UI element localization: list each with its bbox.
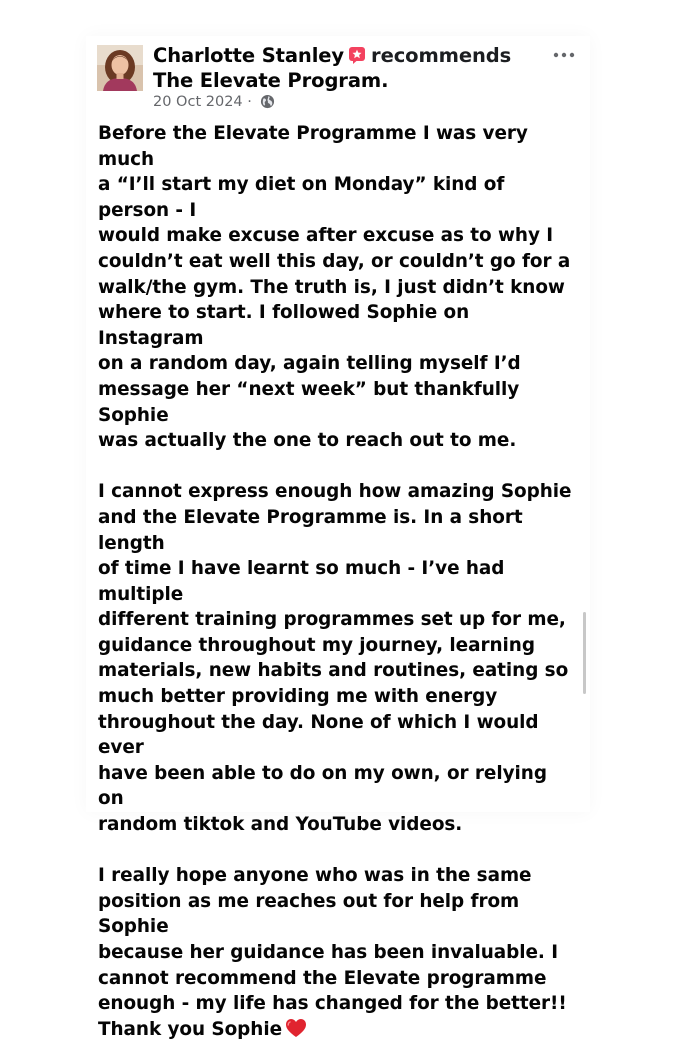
post-paragraph-3-text: I really hope anyone who was in the same position as me reaches out for help from Sophie because her guidance has been invaluable. I cannot recommend the Elevate programme enough - my life has changed for the better!! Thank you Sophie: [98, 865, 567, 1040]
author-avatar[interactable]: [97, 45, 143, 91]
meta-separator: ·: [247, 94, 252, 110]
post-body: [98, 121, 578, 1042]
more-options-icon[interactable]: [553, 50, 575, 60]
post-paragraph-3: [98, 863, 578, 1042]
post-paragraph-1: Before the Elevate Programme I was very much a “I’ll start my diet on Monday” kind of person - I would make excuse after excuse as to why I couldn’t eat well this day, or couldn’t go for a walk/the gym. The truth is, I just didn’t know where to start. I followed Sophie on Instagram on a random day, again telling myself I’d message her “next week” but thankfully Sophie was actually the one to reach out to me.: [98, 123, 571, 452]
post-paragraph-2: I cannot express enough how amazing Sophie and the Elevate Programme is. In a short length of time I have learnt so much - I’ve had multiple different training programmes set up for me, guidance throughout my journey, learning materials, new habits and routines, eating so much better providing me with energy throughout the day. None of which I would ever have been able to do on my own, or relying on random tiktok and YouTube videos.: [98, 481, 572, 836]
scrollbar-thumb[interactable]: [583, 612, 586, 694]
post-date[interactable]: 20 Oct 2024: [153, 94, 243, 110]
recommend-star-icon: [348, 46, 366, 64]
post-header: [153, 44, 511, 67]
globe-icon: [260, 94, 275, 109]
author-name[interactable]: Charlotte Stanley: [153, 44, 345, 67]
red-heart-emoji: [285, 1018, 307, 1038]
post-meta: [153, 94, 275, 110]
recommends-label: recommends: [371, 44, 512, 67]
recommended-page-link[interactable]: The Elevate Program.: [153, 69, 389, 92]
